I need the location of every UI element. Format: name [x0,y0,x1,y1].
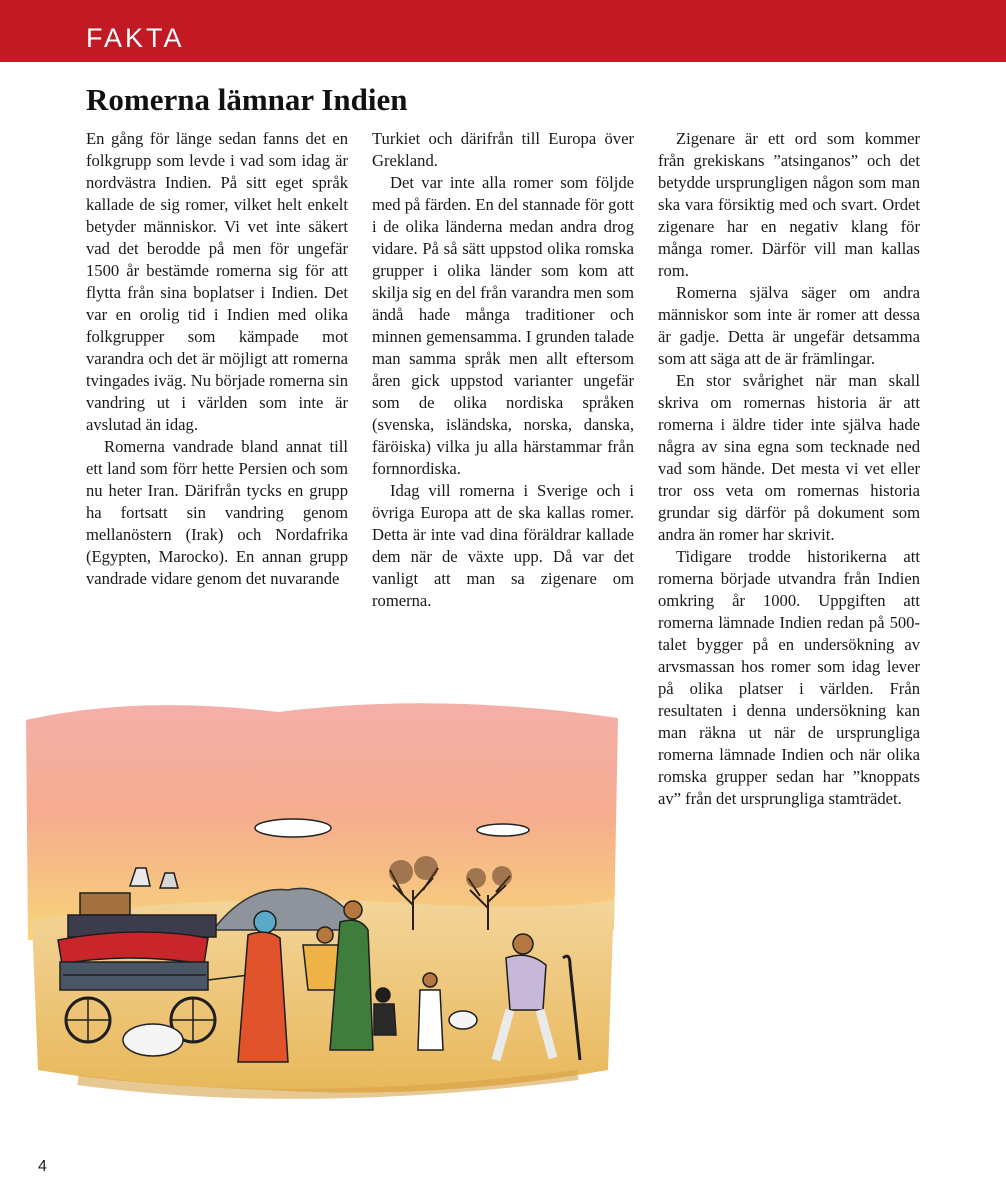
page-number: 4 [38,1158,47,1175]
paragraph: Romerna vandrade bland annat till ett land som förr hette Persien och som nu heter Iran. Därifrån tycks en grupp ha fortsatt sin vandring genom mellanöstern (Irak) och Nordafrika (Egypten, Marocko). En annan grupp vandrade vidare genom det nuvarande [86,437,348,588]
paragraph: Idag vill romerna i Sverige och i övriga Europa att de ska kallas romer. Detta är inte vad dina föräldrar kallade dem när de växte upp. Då var det vanligt att man sa zigenare om romerna. [372,481,634,610]
text-column-1 [86,128,348,590]
romani-caravan-illustration [18,690,638,1110]
paragraph: Tidigare trodde historikerna att romerna började utvandra från Indien omkring år 1000. Uppgiften att romerna lämnade Indien redan på 500-talet bygger på en undersökning av arvsmassan hos romer som idag lever på olika platser i världen. Från resultaten i denna undersökning kan man räkna ut när de ursprungliga romerna lämnade Indien och när olika romska grupper sedan har ”knoppats av” från det ursprungliga stamträdet. [658,547,920,808]
text-column-3 [658,128,920,810]
page-title: Romerna lämnar Indien [86,82,408,117]
paragraph: En stor svårighet när man skall skriva om romernas historia är att romerna i äldre tider inte själva hade några av sina egna som tecknade ned vad som hände. Det mesta vi vet eller tror oss veta om romernas historia grundar sig därför på dokument som andra än romer har skrivit. [658,371,920,544]
paragraph: Romerna själva säger om andra människor som inte är romer att dessa är gadje. Detta är ungefär detsamma som att säga att de är främlingar. [658,283,920,368]
text-column-2 [372,128,634,612]
paragraph: Det var inte alla romer som följde med på färden. En del stannade för gott i de olika länderna medan andra drog vidare. På så sätt uppstod olika romska grupper i olika länder som kom att skilja sig en del från varandra men som ändå hade många traditioner och minnen gemensamma. I grunden talade man samma språk men allt eftersom åren gick uppstod varianter ungefär som de olika nordiska språken (svenska, isländska, norska, danska, färöiska) vilka ju alla härstammar från fornnordiska. [372,173,634,478]
fakta-banner [0,0,1006,62]
paragraph: Turkiet och därifrån till Europa över Grekland. [372,129,634,170]
paragraph: En gång för länge sedan fanns det en folkgrupp som levde i vad som idag är nordvästra Indien. På sitt eget språk kallade de sig romer, vilket helt enkelt betyder människor. Vi vet inte säkert vad det berodde på men för ungefär 1500 år bestämde romerna sig för att flytta från sina boplatser i Indien. Det var en orolig tid i Indien med olika folkgrupper som kämpade mot varandra och det är möjligt att romerna tvingades iväg. Nu började romerna sin vandring ut i världen som inte är avslutad än idag. [86,129,348,434]
paragraph: Zigenare är ett ord som kommer från grekiskans ”atsinganos” och det betydde ursprungligen någon som man ska vara försiktig med och svart. Ordet zigenare har en negativ klang för många romer. Därför vill man kallas rom. [658,129,920,280]
banner-label: FAKTA [86,23,185,53]
